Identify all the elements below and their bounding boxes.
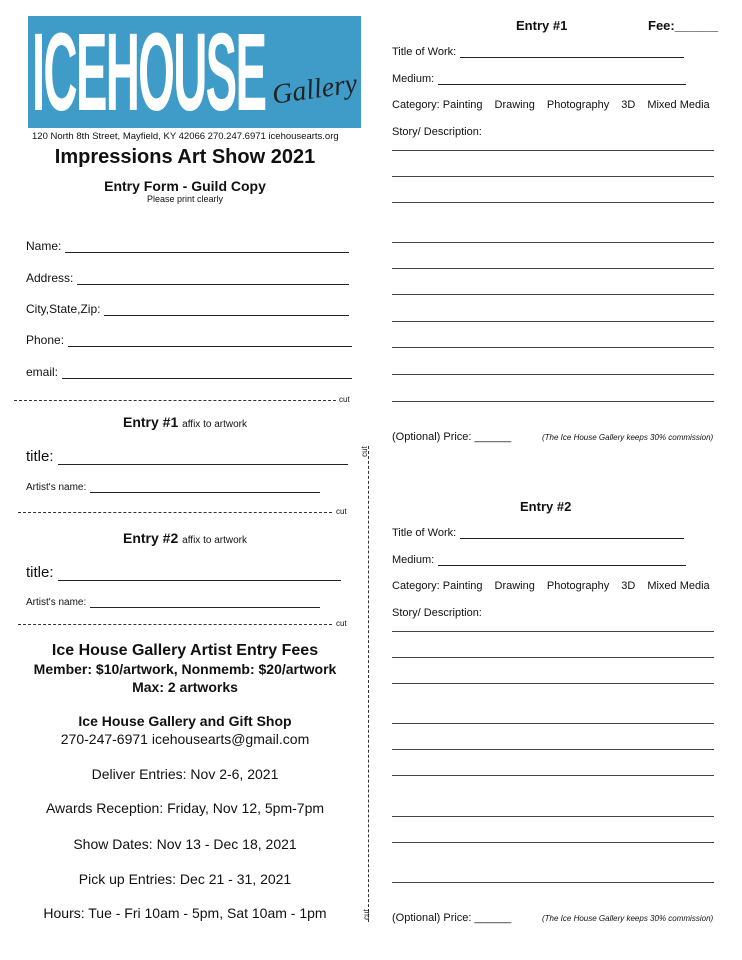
description-line[interactable] <box>392 202 714 203</box>
cut-label: cut <box>336 507 347 516</box>
email-label: email: <box>26 365 59 379</box>
entry-2-category <box>392 580 722 592</box>
description-line[interactable] <box>392 749 714 750</box>
contact-line: 270-247-6971 icehousearts@gmail.com <box>60 731 310 747</box>
description-line[interactable] <box>392 723 714 724</box>
cut-label: cut <box>359 446 369 457</box>
artist-label: Artist's name: <box>26 482 87 493</box>
phone-label: Phone: <box>26 333 65 347</box>
description-line[interactable] <box>392 294 714 295</box>
phone-field[interactable] <box>26 333 352 347</box>
cut-line <box>18 512 332 513</box>
entry-2-heading: Entry #2 <box>520 499 572 514</box>
story-label: Story/ Description: <box>392 126 482 138</box>
commission-note: (The Ice House Gallery keeps 30% commission) <box>542 433 714 442</box>
category-option[interactable]: Mixed Media <box>647 580 710 592</box>
cut-line <box>18 624 332 625</box>
cut-line <box>14 400 336 401</box>
icehouse-gallery-logo <box>28 16 361 128</box>
info-pickup: Pick up Entries: Dec 21 - 31, 2021 <box>78 871 292 887</box>
category-option[interactable]: 3D <box>621 99 636 111</box>
city-field[interactable] <box>26 302 349 316</box>
description-line[interactable] <box>392 242 714 243</box>
category-option[interactable]: Drawing <box>494 580 535 592</box>
address-field[interactable] <box>26 271 349 285</box>
address: 120 North 8th Street, Mayfield, KY 42066 270.247.6971 icehousearts.org <box>32 131 339 142</box>
entry-1-heading: Entry #1 <box>516 18 568 33</box>
description-line[interactable] <box>392 816 714 817</box>
commission-note: (The Ice House Gallery keeps 30% commission) <box>542 914 714 923</box>
title-label: title: <box>26 564 54 581</box>
category-option[interactable]: Category: Painting <box>392 99 483 111</box>
logo-text: ICEHOUSE <box>32 16 266 128</box>
cut-label: cut <box>339 395 350 404</box>
category-option[interactable]: Mixed Media <box>647 99 710 111</box>
cut-label: cut <box>361 909 371 920</box>
category-option[interactable]: Drawing <box>494 99 535 111</box>
description-line[interactable] <box>392 882 714 883</box>
entry-1-medium-field[interactable] <box>392 73 686 85</box>
entry-2-title-field[interactable] <box>392 527 684 539</box>
description-line[interactable] <box>392 842 714 843</box>
description-line[interactable] <box>392 347 714 348</box>
tag-1-title-field[interactable] <box>26 448 348 465</box>
description-line[interactable] <box>392 268 714 269</box>
address-label: Address: <box>26 271 74 285</box>
tag-1-artist-field[interactable] <box>26 482 320 493</box>
description-line[interactable] <box>392 150 714 151</box>
medium-label: Medium: <box>392 554 435 566</box>
cut-label: cut <box>336 619 347 628</box>
fees-heading: Ice House Gallery Artist Entry Fees <box>51 642 319 659</box>
story-label: Story/ Description: <box>392 607 482 619</box>
fees-line-1: Member: $10/artwork, Nonmemb: $20/artwork <box>33 661 337 677</box>
tag-2-artist-field[interactable] <box>26 597 320 608</box>
logo-script: Gallery <box>270 68 360 111</box>
vertical-cut-line <box>368 446 369 922</box>
title-label: title: <box>26 448 54 465</box>
category-option[interactable]: 3D <box>621 580 636 592</box>
fees-line-2: Max: 2 artworks <box>132 679 238 695</box>
title-of-work-label: Title of Work: <box>392 527 457 539</box>
entry-1-title-field[interactable] <box>392 46 684 58</box>
name-field[interactable] <box>26 239 349 253</box>
page-title: Impressions Art Show 2021 <box>54 146 316 168</box>
description-line[interactable] <box>392 775 714 776</box>
description-line[interactable] <box>392 374 714 375</box>
artist-label: Artist's name: <box>26 597 87 608</box>
category-option[interactable]: Photography <box>546 99 610 111</box>
price-field[interactable]: (Optional) Price: ______ <box>392 431 512 443</box>
name-label: Name: <box>26 239 62 253</box>
price-field[interactable]: (Optional) Price: ______ <box>392 912 512 924</box>
medium-label: Medium: <box>392 73 435 85</box>
description-line[interactable] <box>392 631 714 632</box>
tag-entry-2-heading: Entry #2 affix to artwork <box>123 530 247 546</box>
tag-entry-1-heading: Entry #1 affix to artwork <box>123 414 247 430</box>
email-field[interactable] <box>26 365 352 379</box>
info-show-dates: Show Dates: Nov 13 - Dec 18, 2021 <box>73 836 297 852</box>
instruction: Please print clearly <box>146 194 224 204</box>
description-line[interactable] <box>392 401 714 402</box>
description-line[interactable] <box>392 321 714 322</box>
description-line[interactable] <box>392 176 714 177</box>
title-of-work-label: Title of Work: <box>392 46 457 58</box>
city-label: City,State,Zip: <box>26 302 101 316</box>
form-subtitle: Entry Form - Guild Copy <box>104 178 266 194</box>
info-awards: Awards Reception: Friday, Nov 12, 5pm-7pm <box>45 800 325 816</box>
category-option[interactable]: Category: Painting <box>392 580 483 592</box>
entry-2-medium-field[interactable] <box>392 554 686 566</box>
contact-name: Ice House Gallery and Gift Shop <box>78 713 292 729</box>
info-hours: Hours: Tue - Fri 10am - 5pm, Sat 10am - 1pm <box>43 905 327 921</box>
info-deliver: Deliver Entries: Nov 2-6, 2021 <box>91 766 279 782</box>
description-line[interactable] <box>392 657 714 658</box>
entry-1-category <box>392 99 722 111</box>
tag-2-title-field[interactable] <box>26 564 341 581</box>
fee-field[interactable]: Fee:______ <box>648 18 719 33</box>
description-line[interactable] <box>392 683 714 684</box>
category-option[interactable]: Photography <box>546 580 610 592</box>
